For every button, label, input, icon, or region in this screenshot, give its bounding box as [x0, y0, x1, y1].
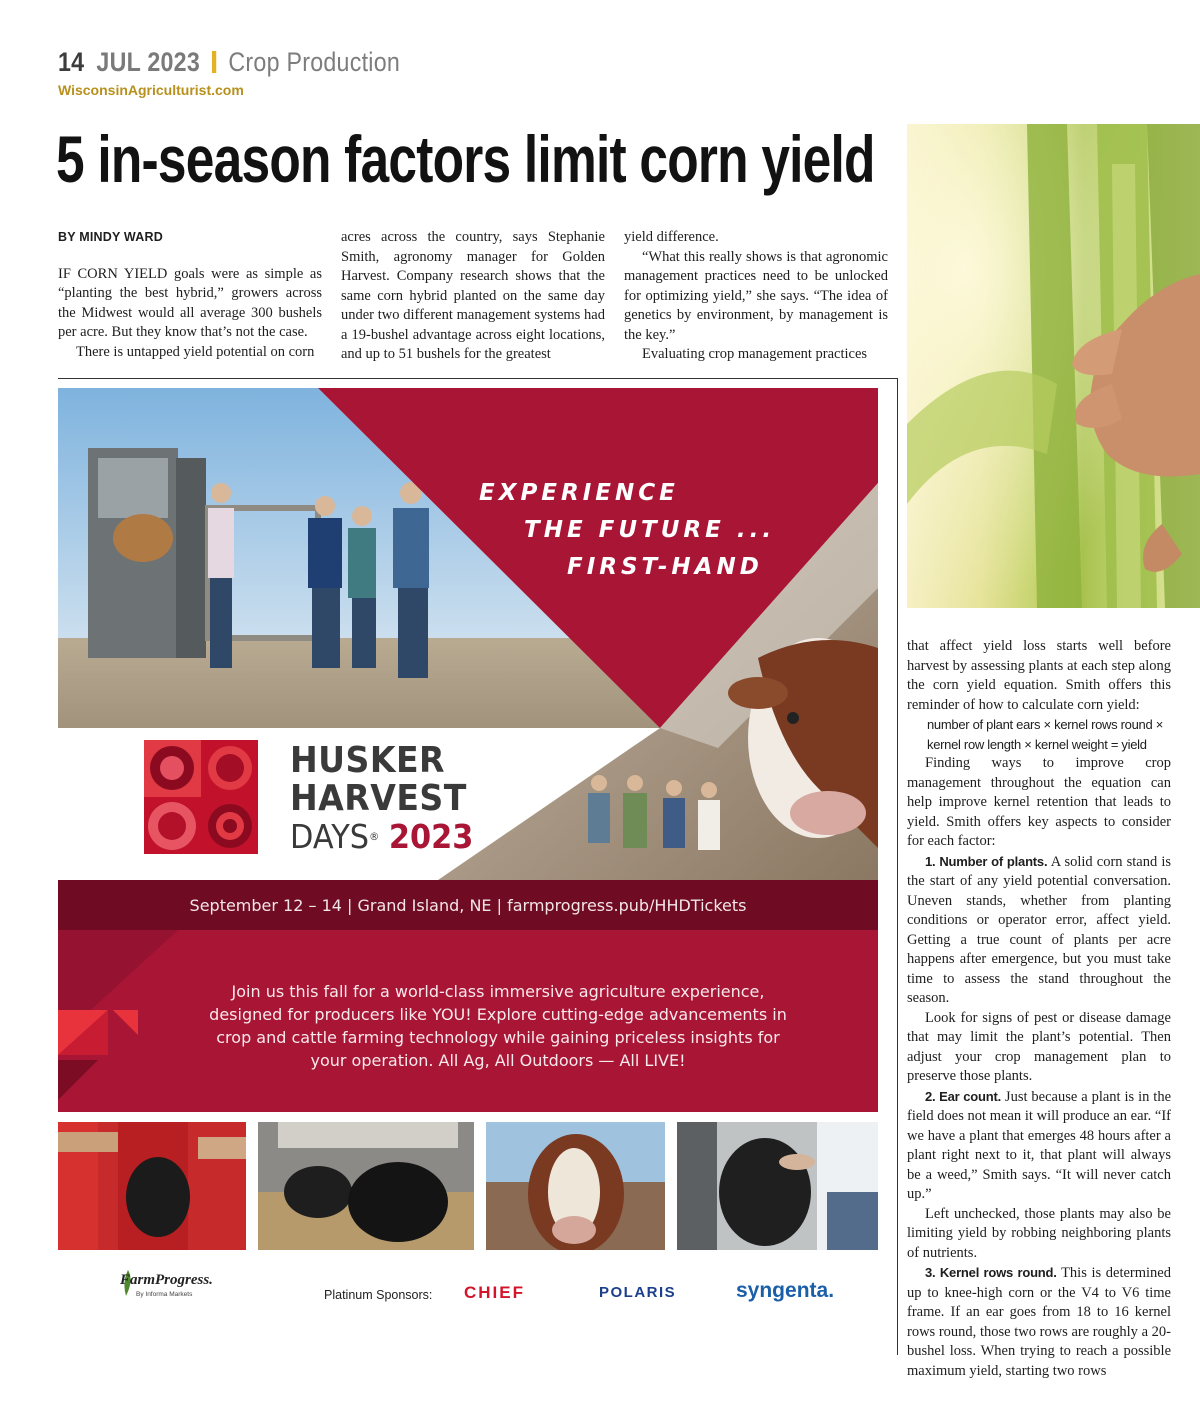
factor-3-text: This is determined up to knee-high corn or the V4 to V6 time frame. If an ear goes from 18 to 16 kernel rows round, those two rows are roughly a 20-bushel loss. When trying to reach a possible maximum yield, starting two rows — [907, 1265, 1171, 1379]
paragraph: Finding ways to improve crop management throughout the equation can help improve kernel retention that leads to yield. Smith offers key aspects to consider for each factor: — [907, 755, 1171, 849]
ad-tagline-line-2: THE FUTURE ... — [524, 517, 776, 543]
factor-2-text: Just because a plant is in the field does not mean it will produce an ear. “If we have a plant that emerges 48 hours after a plant right next to it, that plant will always be a weed,” Smith says. “It will never catch up.” — [907, 1088, 1171, 1202]
husker-harvest-days-ad[interactable] — [58, 388, 878, 1112]
factor-1-lead: 1. Number of plants. — [925, 853, 1048, 869]
paragraph: that affect yield loss starts well before harvest by assessing plants at each step along the corn yield equation. Smith offers this reminder of how to calculate corn yield: — [907, 638, 1171, 713]
photo-calves-bedding — [258, 1122, 474, 1250]
polaris-logo[interactable]: POLARIS — [599, 1284, 677, 1301]
syngenta-logo[interactable]: syngenta. — [736, 1279, 835, 1302]
photo-black-cow-handler — [677, 1122, 878, 1250]
ad-border-top — [58, 378, 898, 379]
paragraph: There is untapped yield potential on corn — [76, 343, 315, 360]
registered-mark: ® — [369, 830, 380, 843]
site-url: WisconsinAgriculturist.com — [58, 82, 244, 98]
hhd-word-harvest: HARVEST — [290, 778, 467, 819]
section-name: Crop Production — [228, 46, 401, 77]
column-rule — [897, 378, 898, 1355]
sponsor-bar — [58, 1262, 878, 1322]
hhd-days: DAYS — [290, 817, 370, 856]
factor-2-lead: 2. Ear count. — [925, 1088, 1002, 1104]
ad-tagline-line-3: FIRST-HAND — [567, 554, 763, 580]
factor-2 — [907, 1087, 1171, 1205]
folio-divider — [212, 51, 216, 73]
hhd-word-days — [290, 818, 473, 856]
yield-formula-line-1: number of plant ears × kernel rows round × — [927, 717, 1163, 732]
byline: BY MINDY WARD — [58, 230, 163, 244]
farm-progress-logo[interactable]: FarmProgress. — [120, 1272, 213, 1288]
hhd-year: 2023 — [388, 817, 474, 856]
factor-3-lead: 3. Kernel rows round. — [925, 1265, 1057, 1280]
hhd-logo-mark — [144, 740, 258, 854]
yield-formula-line-2: kernel row length × kernel weight = yield — [927, 736, 1147, 752]
article-column-3 — [624, 228, 888, 365]
article-column-4 — [907, 637, 1171, 1381]
event-info-bar[interactable]: September 12 – 14 | Grand Island, NE | farmprogress.pub/HHDTickets — [58, 880, 878, 930]
photo-chute-cow — [58, 1122, 246, 1250]
paragraph: “What this really shows is that agronomic management practices need to be unlocked for optimizing yield,” she says. “The idea of genetics by environment, by management is the key.” — [624, 248, 888, 343]
issue-date: JUL 2023 — [96, 46, 201, 77]
hhd-wordmark — [290, 742, 489, 856]
paragraph: Evaluating crop management practices — [642, 346, 868, 362]
paragraph: Left unchecked, those plants may also be limiting yield by robbing neighboring plants of nutrients. — [907, 1205, 1171, 1261]
paragraph: yield difference. — [624, 229, 719, 245]
page-number: 14 — [58, 46, 85, 77]
article-column-1 — [58, 228, 322, 362]
ad-tagline-line-1: EXPERIENCE — [479, 480, 679, 506]
photo-hereford-cow — [486, 1122, 665, 1250]
article-column-2 — [341, 228, 605, 365]
paragraph: Look for signs of pest or disease damage that may limit the plant’s potential. Then adjust your crop management plan to preserve those plants. — [907, 1009, 1171, 1084]
corn-hand-illustration — [907, 124, 1200, 608]
page-folio — [58, 44, 400, 80]
farm-progress-sub: By Informa Markets — [136, 1291, 193, 1298]
factor-3 — [907, 1263, 1171, 1381]
chief-logo[interactable]: CHIEF — [464, 1283, 525, 1302]
corn-photo — [907, 124, 1200, 608]
ad-body-copy: Join us this fall for a world-class immersive agriculture experience, designed for producers like YOU! Explore cutting-edge advancements in crop and cattle farming technology while gaining priceless insights for your operation. All Ag, All Outdoors — All LIVE! — [209, 982, 787, 1070]
ad-body — [58, 930, 878, 1112]
paragraph: IF CORN YIELD goals were as simple as “planting the best hybrid,” growers across the Midwest would all average 300 bushels per acre. But they know that’s not the case. — [58, 265, 322, 340]
article-headline: 5 in-season factors limit corn yield — [56, 122, 875, 196]
hhd-word-husker: HUSKER — [290, 740, 446, 781]
factor-1 — [907, 852, 1171, 1009]
factor-1-text: A solid corn stand is the start of any yield potential conversation. Uneven stands, whether from planting conditions or operator error, affect yield. Getting a true count of plants per acre happens after emergence, but you must take time to assess the stand throughout the season. — [907, 853, 1171, 1006]
paragraph: acres across the country, says Stephanie Smith, agronomy manager for Golden Harvest. Company research shows that the same corn hybrid planted on the same day under two different management systems had a 19-bushel advantage across eight locations, and up to 51 bushels for the greatest — [341, 229, 605, 362]
platinum-sponsors-label: Platinum Sponsors: — [324, 1288, 433, 1302]
